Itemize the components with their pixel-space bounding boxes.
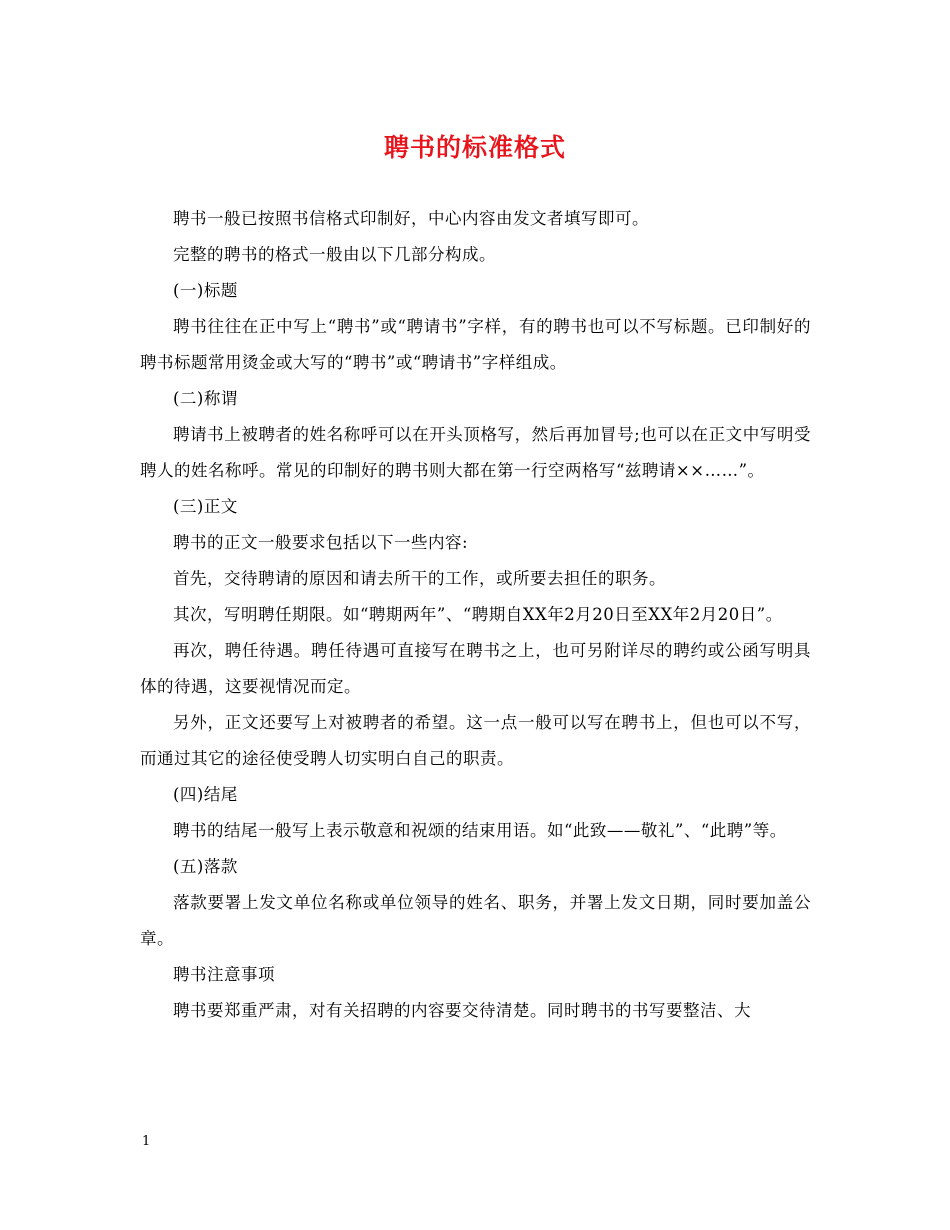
page-number: 1 xyxy=(142,1134,151,1149)
section-heading: (五)落款 xyxy=(173,857,238,876)
document-body xyxy=(140,201,811,1029)
paragraph: 落款要署上发文单位名称或单位领导的姓名、职务，并署上发文日期，同时要加盖公章。 xyxy=(140,893,811,948)
paragraph: 聘书往往在正中写上“聘书”或“聘请书”字样，有的聘书也可以不写标题。已印制好的聘书标题常用烫金或大写的“聘书”或“聘请书”字样组成。 xyxy=(140,317,811,372)
paragraph: 其次，写明聘任期限。如“聘期两年”、“聘期自XX年2月20日至XX年2月20日”。 xyxy=(173,605,783,624)
paragraph: 再次，聘任待遇。聘任待遇可直接写在聘书之上，也可另附详尽的聘约或公函写明具体的待遇，这要视情况而定。 xyxy=(140,641,811,696)
page-title: 聘书的标准格式 xyxy=(383,133,566,162)
paragraph: 另外，正文还要写上对被聘者的希望。这一点一般可以写在聘书上，但也可以不写，而通过其它的途径使受聘人切实明白自己的职责。 xyxy=(140,713,811,768)
paragraph: 首先，交待聘请的原因和请去所干的工作，或所要去担任的职务。 xyxy=(173,569,666,588)
section-heading: (二)称谓 xyxy=(173,389,238,408)
paragraph: 聘书的正文一般要求包括以下一些内容: xyxy=(173,533,469,552)
section-heading: (四)结尾 xyxy=(173,785,238,804)
paragraph: 聘书一般已按照书信格式印制好，中心内容由发文者填写即可。 xyxy=(173,209,649,228)
paragraph: 聘书的结尾一般写上表示敬意和祝颂的结束用语。如“此致——敬礼”、“此聘”等。 xyxy=(173,821,787,840)
paragraph: 完整的聘书的格式一般由以下几部分构成。 xyxy=(173,245,496,264)
paragraph: 聘书要郑重严肃，对有关招聘的内容要交待清楚。同时聘书的书写要整洁、大 xyxy=(173,1001,751,1020)
paragraph: 聘请书上被聘者的姓名称呼可以在开头顶格写，然后再加冒号;也可以在正文中写明受聘人的姓名称呼。常见的印制好的聘书则大都在第一行空两格写“兹聘请××……”。 xyxy=(140,425,811,480)
section-heading: (一)标题 xyxy=(173,281,238,300)
section-heading: 聘书注意事项 xyxy=(173,965,275,984)
section-heading: (三)正文 xyxy=(173,497,238,516)
